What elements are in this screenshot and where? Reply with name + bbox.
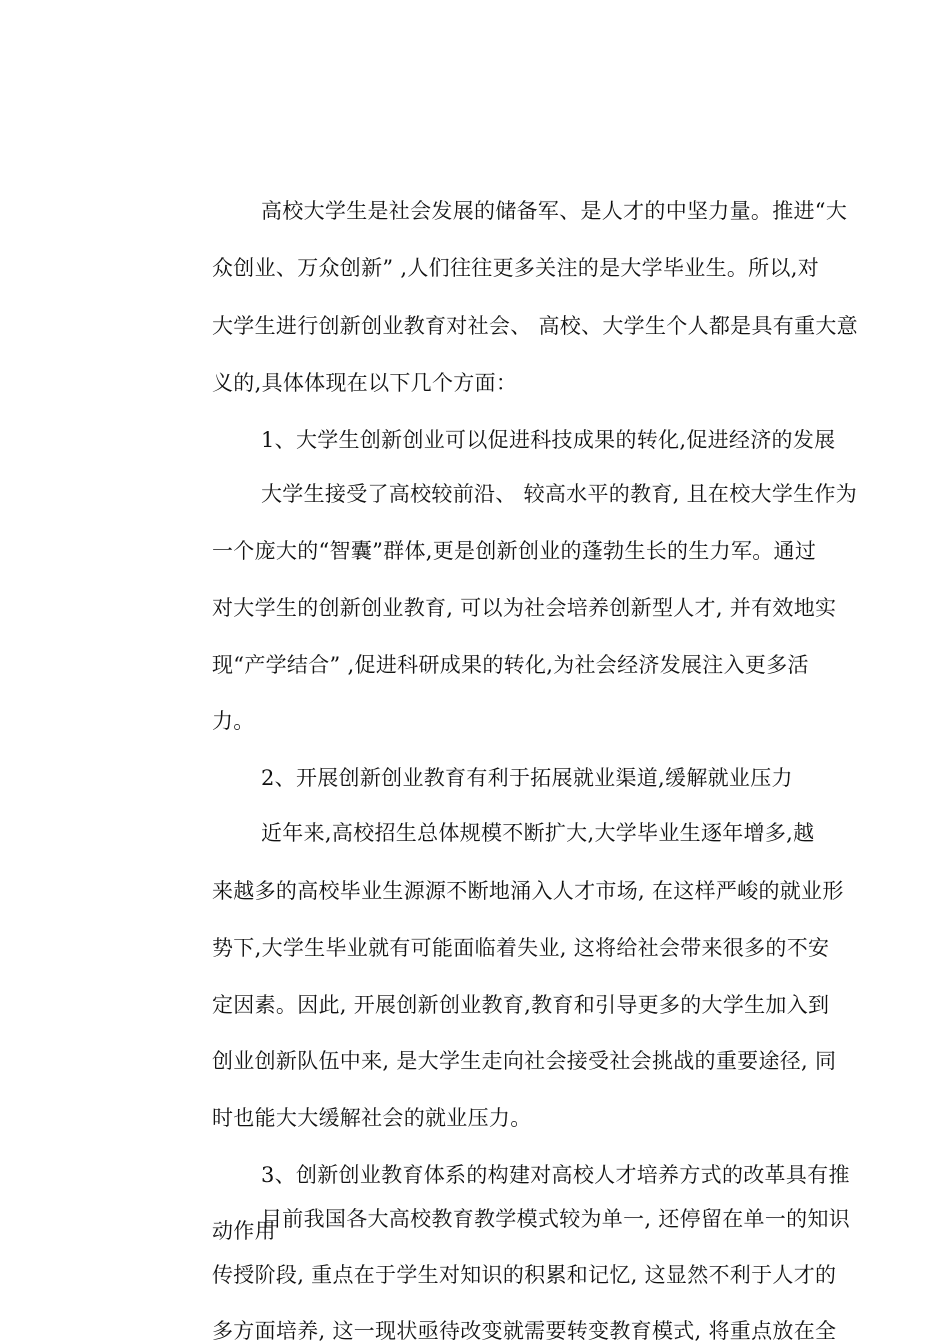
paragraph-2-line-1: 大学生接受了高校较前沿、 较高水平的教育, 且在校大学生作为 [261,482,858,506]
section-heading-3-continuation: 动作用 [212,1219,276,1243]
paragraph-3-line-6: 时也能大大缓解社会的就业压力。 [212,1106,532,1130]
paragraph-1-line-1: 高校大学生是社会发展的储备军、是人才的中坚力量。推进“大 [261,199,848,223]
paragraph-4-line-2: 传授阶段, 重点在于学生对知识的积累和记忆, 这显然不利于人才的 [212,1263,837,1287]
section-heading-3: 3、创新创业教育体系的构建对高校人才培养方式的改革具有推 [261,1163,850,1187]
paragraph-1-line-4: 义的,具体体现在以下几个方面： [212,371,518,395]
paragraph-3-line-2: 来越多的高校毕业生源源不断地涌入人才市场, 在这样严峻的就业形 [212,879,844,903]
paragraph-3-line-4: 定因素。因此, 开展创新创业教育,教育和引导更多的大学生加入到 [212,993,830,1017]
paragraph-1-line-2: 众创业、万众创新” ,人们往往更多关注的是大学毕业生。所以,对 [212,256,820,280]
paragraph-2-line-5: 力。 [212,709,255,733]
paragraph-2-line-3: 对大学生的创新创业教育, 可以为社会培养创新型人才, 并有效地实 [212,596,837,620]
section-heading-2: 2、开展创新创业教育有利于拓展就业渠道,缓解就业压力 [261,766,793,790]
paragraph-2-line-4: 现“产学结合” ,促进科研成果的转化,为社会经济发展注入更多活 [212,653,809,677]
paragraph-3-line-3: 势下,大学生毕业就有可能面临着失业, 这将给社会带来很多的不安 [212,936,830,960]
paragraph-4-line-1: 目前我国各大高校教育教学模式较为单一, 还停留在单一的知识 [261,1207,851,1231]
paragraph-3-line-1: 近年来,高校招生总体规模不断扩大,大学毕业生逐年增多,越 [261,821,815,845]
section-heading-1: 1、大学生创新创业可以促进科技成果的转化,促进经济的发展 [261,428,836,452]
paragraph-2-line-2: 一个庞大的“智囊”群体,更是创新创业的蓬勃生长的生力军。通过 [212,539,817,563]
paragraph-1-line-3: 大学生进行创新创业教育对社会、 高校、大学生个人都是具有重大意 [212,314,858,338]
paragraph-3-line-5: 创业创新队伍中来, 是大学生走向社会接受社会挑战的重要途径, 同 [212,1049,837,1073]
paragraph-4-line-3: 多方面培养, 这一现状亟待改变就需要转变教育模式, 将重点放在全 [212,1319,837,1343]
